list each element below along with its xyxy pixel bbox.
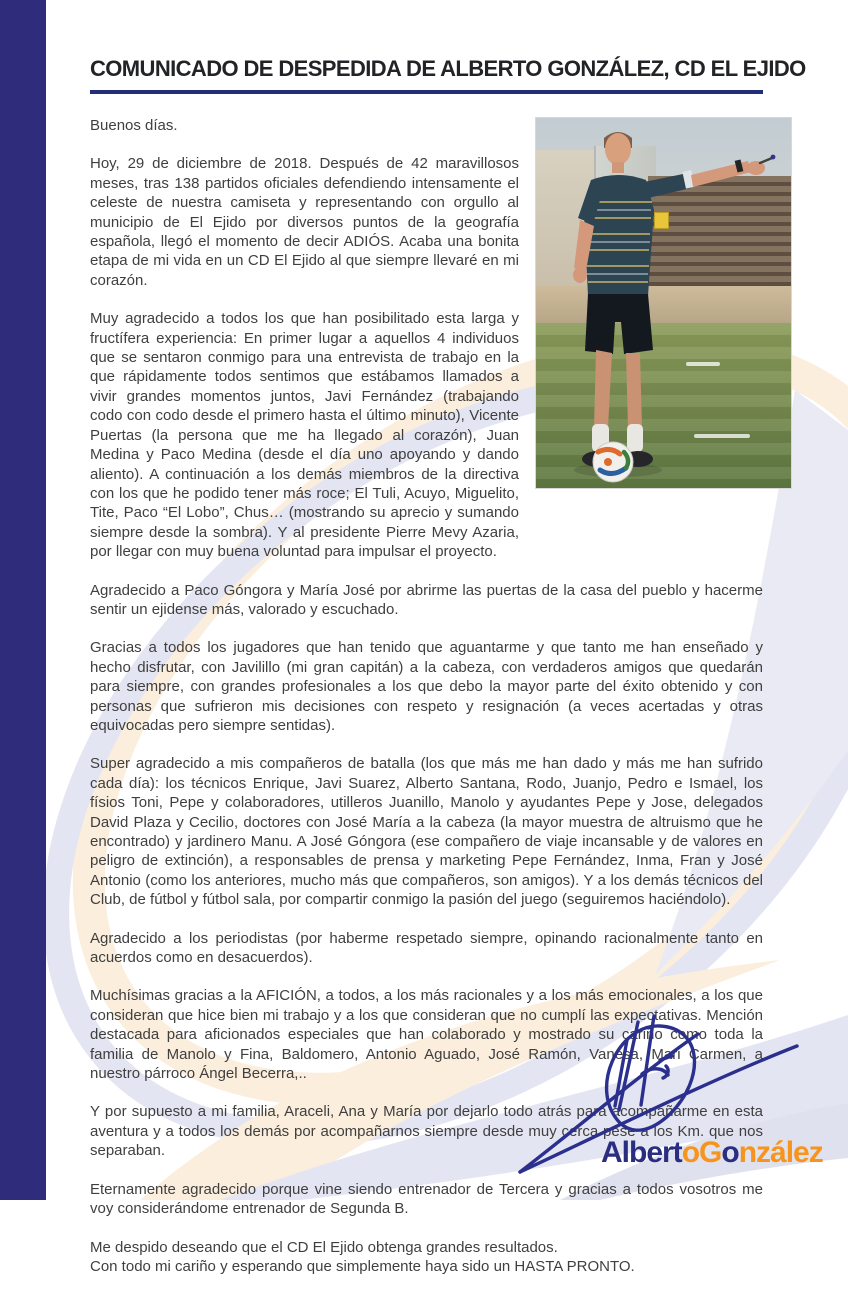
left-accent-bar (0, 0, 46, 1200)
letter-paragraph: Agradecido a Paco Góngora y María José por abrirme las puertas de la casa del pueblo y hacerme sentir un ejidense más, valorado y escuchado. (90, 581, 763, 618)
letter-paragraph: Muchísimas gracias a la AFICIÓN, a todos, a los más racionales y a los más emocionales, a los que consideran que hice bien mi trabajo y a los que consideran que no cumplí las expectativas. Mención destacada para aficionados especiales que han colaborado y mostrado su cariño como toda la familia de Manolo y Fina, Baldomero, Antonio Aguado, José Ramón, Vanesa, Mari Carmen, a nuestro párroco Ángel Becerra,.. (90, 987, 763, 1083)
letter-paragraph: Hoy, 29 de diciembre de 2018. Después de 42 maravillosos meses, tras 138 partidos oficiales defendiendo intensamente el celeste de nuestra camiseta y representando con orgullo al municipio de El Ejido por diversos puntos de la geografía española, llegó el momento de decir ADIÓS. Acaba una bonita etapa de mi vida en un CD El Ejido al que siempre llevaré en mi corazón. (90, 155, 519, 289)
logo-text-g: G (699, 1136, 722, 1169)
logo-text-albert: Albert (601, 1136, 682, 1169)
letter-paragraph: Gracias a todos los jugadores que han tenido que aguantarme y que tanto me han enseñado y hecho disfrutar, con Javilillo (mi gran capitán) a la cabeza, con verdaderos amigos que quedarán para siempre, con grandes profesionales a los que debo la mayor parte del éxito obtenido y con personas que sufrieron mis decisiones con respeto y resignación (a veces acertadas y otras equivocadas pero siempre sentidas). (90, 639, 763, 734)
logo-text-nzalez: nzález (738, 1136, 823, 1169)
letter-paragraph: Agradecido a los periodistas (por haberme respetado siempre, opinando racionalmente tanto en acuerdos como en desacuerdos). (90, 929, 763, 967)
coach-photo (535, 117, 792, 489)
title-block (90, 56, 806, 94)
letter-paragraph: Super agradecido a mis compañeros de batalla (los que más me han dado y más me han sufrido cada día): los técnicos Enrique, Javi Suarez, Alberto Santana, Rodo, Juanjo, Pedro e Ismael, los físios Toni, Pepe y colaboradores, utilleros Juanillo, Manolo y ayudantes Pepe y Jose, delegados David Plaza y Cecilio, doctores con José María a la cabeza (la mayor muestra de altruismo que he encontrado) y jardinero Manu. A José Góngora (ese compañero de viaje incansable y de valores en peligro de extinción), a responsables de prensa y marketing Pepe Fernández, Inma, Fran y José Antonio (como los anteriores, mucho más que compañeros, son amigos). Y a los demás técnicos del Club, de fútbol y fútbol sala, por compartir conmigo la pasión del juego (seguiremos haciéndolo). (90, 755, 763, 909)
letter-greeting: Buenos días. (90, 117, 178, 134)
letter-paragraph: Muy agradecido a todos los que han posibilitado esta larga y fructífera experiencia: En primer lugar a aquellos 4 individuos que se sentaron conmigo para una entrevista de trabajo en la que rápidamente todos sentimos que estábamos llamados a vivir grandes momentos juntos, Javi Fernández (trabajando codo con codo desde el primero hasta el último minuto), Vicente Puertas (la persona que me ha llegado al corazón), Juan Medina y Paco Medina (desde el día uno apoyando y dando aliento). A continuación a los demás miembros de la directiva con los que he podido tener más roce; El Tuli, Acuyo, Miguelito, Tite, Paco “El Lobo”, Chus… (mostrando su aprecio y sumando siempre desde la sombra). Y al presidente Pierre Mevy Azaria, por llegar con muy buena voluntad para impulsar el proyecto. (90, 310, 519, 561)
closing-line: Me despido deseando que el CD El Ejido obtenga grandes resultados. (90, 1238, 558, 1256)
letter-paragraph: Y por supuesto a mi familia, Araceli, Ana y María por dejarlo todo atrás para acompañarme en esta aventura y a todos los demás por acompañarnos siempre desde muy cerca pese a los Km. que nos separaban. (90, 1103, 763, 1160)
alberto-gonzalez-logo (601, 1136, 823, 1170)
logo-orange-o: o (681, 1136, 700, 1169)
letter-paragraph: Eternamente agradecido porque vine siendo entrenador de Tercera y gracias a todos vosotros me voy considerándome entrenador de Segunda B. (90, 1180, 763, 1218)
logo-navy-o: o (721, 1136, 739, 1169)
coach-figure (536, 118, 792, 489)
closing-line: Con todo mi cariño y esperando que simplemente haya sido un HASTA PRONTO. (90, 1257, 635, 1275)
page-title: COMUNICADO DE DESPEDIDA DE ALBERTO GONZÁLEZ, CD EL EJIDO (90, 56, 806, 81)
letter-closing (90, 1238, 763, 1277)
